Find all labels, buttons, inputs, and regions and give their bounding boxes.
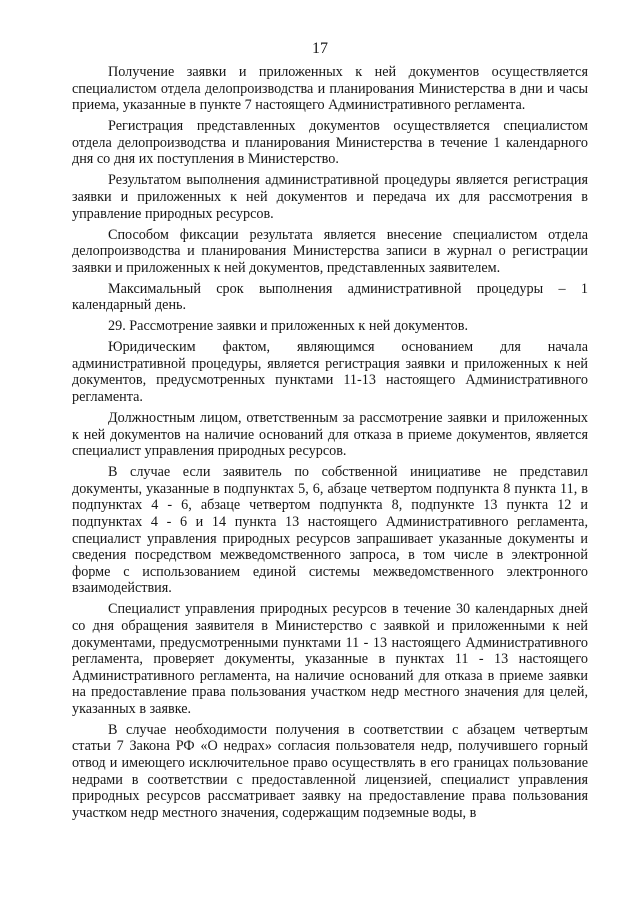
paragraph-interagency-request: В случае если заявитель по собственной инициативе не представил документы, указанные в подпунктах 5, 6, абзаце четвертом подпункта 8 пункта 11, в подпунктах 4 - 6, абзаце четвертом подпункта 8, подпункте 13 пункта 12 и подпунктах 4 - 6 и 14 пункта 13 настоящего Административного регламента, специалист управления природных ресурсов запрашивает указанные документы и сведения посредством межведомственного запроса, в том числе в электронной форме с использованием единой системы межведомственного электронного взаимодействия. <box>72 464 588 597</box>
paragraph-result-recording: Способом фиксации результата является внесение специалистом отдела делопроизводства и планирования Министерства записи в журнал о регистрации заявки и приложенных к ней документов, представленных заявителем. <box>72 226 588 276</box>
paragraph-subsoil-user-consent: В случае необходимости получения в соответствии с абзацем четвертым статьи 7 Закона РФ «О недрах» согласия пользователя недр, получившего горный отвод и имеющего исключительное право осуществлять в его границах пользование недрами в соответствии с предоставленной лицензией, специалист управления природных ресурсов рассматривает заявку на предоставление права пользования участком недр местного значения, содержащим подземные воды, в <box>72 721 588 821</box>
paragraph-legal-fact: Юридическим фактом, являющимся основанием для начала административной процедуры, является регистрация заявки и приложенных к ней документов, предусмотренных пунктами 11-13 настоящего Административного регламента. <box>72 339 588 406</box>
page-number: 17 <box>312 40 328 57</box>
paragraph-responsible-official: Должностным лицом, ответственным за рассмотрение заявки и приложенных к ней документов на наличие оснований для отказа в приеме документов, является специалист управления природных ресурсов. <box>72 410 588 460</box>
paragraph-registration: Регистрация представленных документов осуществляется специалистом отдела делопроизводства и планирования Министерства в течение 1 календарного дня со дня их поступления в Министерство. <box>72 118 588 168</box>
paragraph-max-duration: Максимальный срок выполнения административной процедуры – 1 календарный день. <box>72 280 588 314</box>
paragraph-document-check: Специалист управления природных ресурсов в течение 30 календарных дней со дня обращения заявителя в Министерство с заявкой и приложенными к ней документами, предусмотренными пунктами 11 - 13 настоящего Административного регламента, проверяет документы, указанные в пунктах 11 - 13 настоящего Административного регламента, на наличие оснований для отказа в приеме заявки на предоставление права пользования участком недр местного значения для целей, указанных в заявке. <box>72 601 588 717</box>
document-body <box>72 64 588 826</box>
paragraph-section-29-heading: 29. Рассмотрение заявки и приложенных к ней документов. <box>108 318 469 335</box>
paragraph-procedure-result: Результатом выполнения административной процедуры является регистрация заявки и приложенных к ней документов и передача их для рассмотрения в управление природных ресурсов. <box>72 172 588 222</box>
paragraph-receipt-of-application: Получение заявки и приложенных к ней документов осуществляется специалистом отдела делопроизводства и планирования Министерства в дни и часы приема, указанные в пункте 7 настоящего Административного регламента. <box>72 64 588 114</box>
